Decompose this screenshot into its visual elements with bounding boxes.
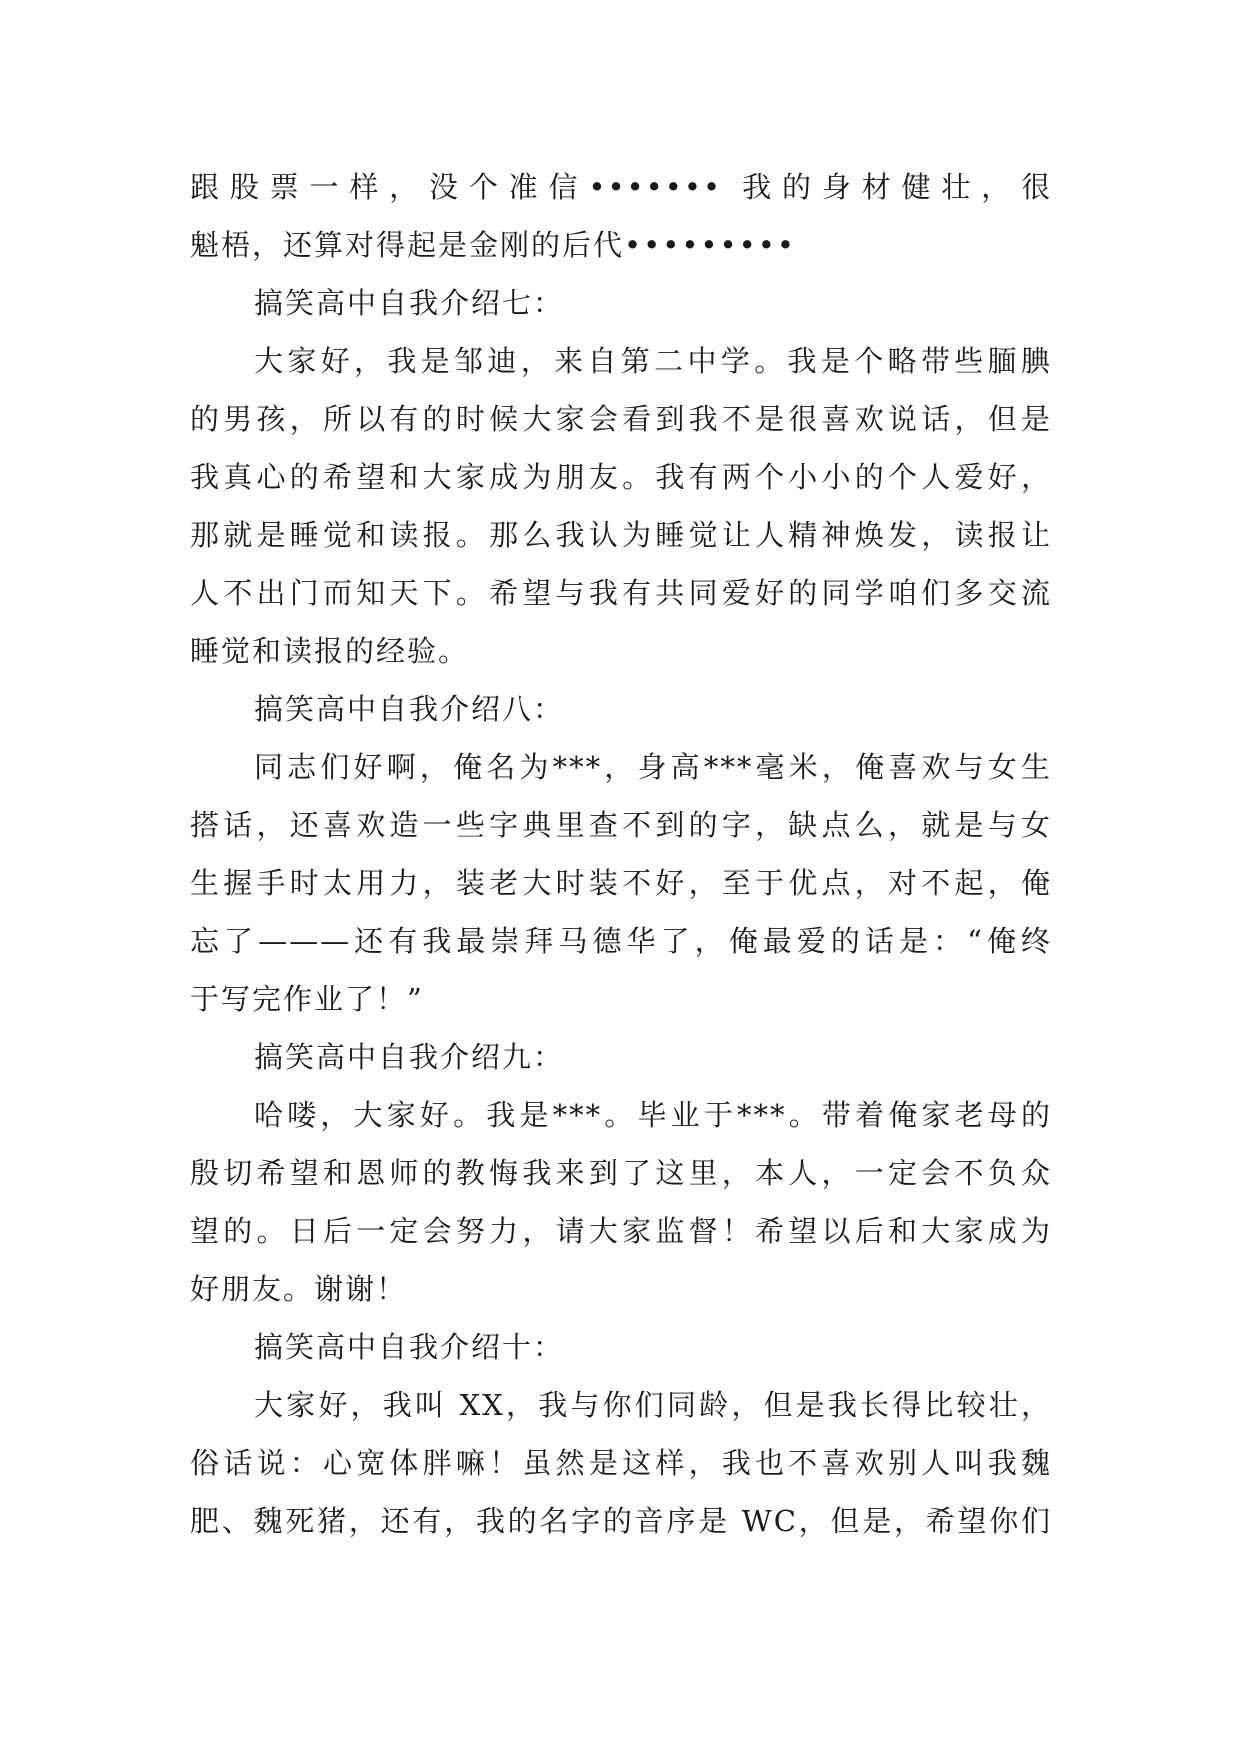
paragraph-line: 肥、魏死猪，还有，我的名字的音序是 WC，但是，希望你们 [190,1504,1052,1538]
paragraph-line: 殷切希望和恩师的教悔我来到了这里，本人，一定会不负众 [190,1156,1052,1190]
section-heading: 搞笑高中自我介绍七： [254,286,565,320]
paragraph-line: 忘了———还有我最崇拜马德华了，俺最爱的话是：“俺终 [190,924,1052,958]
paragraph-line: 跟股票一样，没个准信••••••• 我的身材健壮，很 [190,170,1052,204]
paragraph-line: 哈喽，大家好。我是***。毕业于***。带着俺家老母的 [254,1098,1052,1132]
paragraph-line: 睡觉和读报的经验。 [190,634,470,668]
paragraph-line: 好朋友。谢谢！ [190,1272,408,1306]
document-body [190,158,1052,1550]
paragraph-line: 大家好，我是邹迪，来自第二中学。我是个略带些腼腆 [254,344,1052,378]
paragraph-line: 那就是睡觉和读报。那么我认为睡觉让人精神焕发，读报让 [190,518,1052,552]
paragraph-line: 我真心的希望和大家成为朋友。我有两个小小的个人爱好， [190,460,1052,494]
paragraph-line: 俗话说：心宽体胖嘛！虽然是这样，我也不喜欢别人叫我魏 [190,1446,1052,1480]
paragraph-line: 魁梧，还算对得起是金刚的后代••••••••• [190,228,796,262]
paragraph-line: 人不出门而知天下。希望与我有共同爱好的同学咱们多交流 [190,576,1052,610]
paragraph-line: 于写完作业了！” [190,982,424,1016]
paragraph-line: 生握手时太用力，装老大时装不好，至于优点，对不起，俺 [190,866,1052,900]
paragraph-line: 的男孩，所以有的时候大家会看到我不是很喜欢说话，但是 [190,402,1052,436]
paragraph-line: 大家好，我叫 XX，我与你们同龄，但是我长得比较壮， [254,1388,1052,1422]
paragraph-line: 搭话，还喜欢造一些字典里查不到的字，缺点么，就是与女 [190,808,1052,842]
paragraph-line: 望的。日后一定会努力，请大家监督！希望以后和大家成为 [190,1214,1052,1248]
section-heading: 搞笑高中自我介绍九： [254,1040,565,1074]
section-heading: 搞笑高中自我介绍八： [254,692,565,726]
paragraph-line: 同志们好啊，俺名为***，身高***毫米，俺喜欢与女生 [254,750,1052,784]
section-heading: 搞笑高中自我介绍十： [254,1330,565,1364]
